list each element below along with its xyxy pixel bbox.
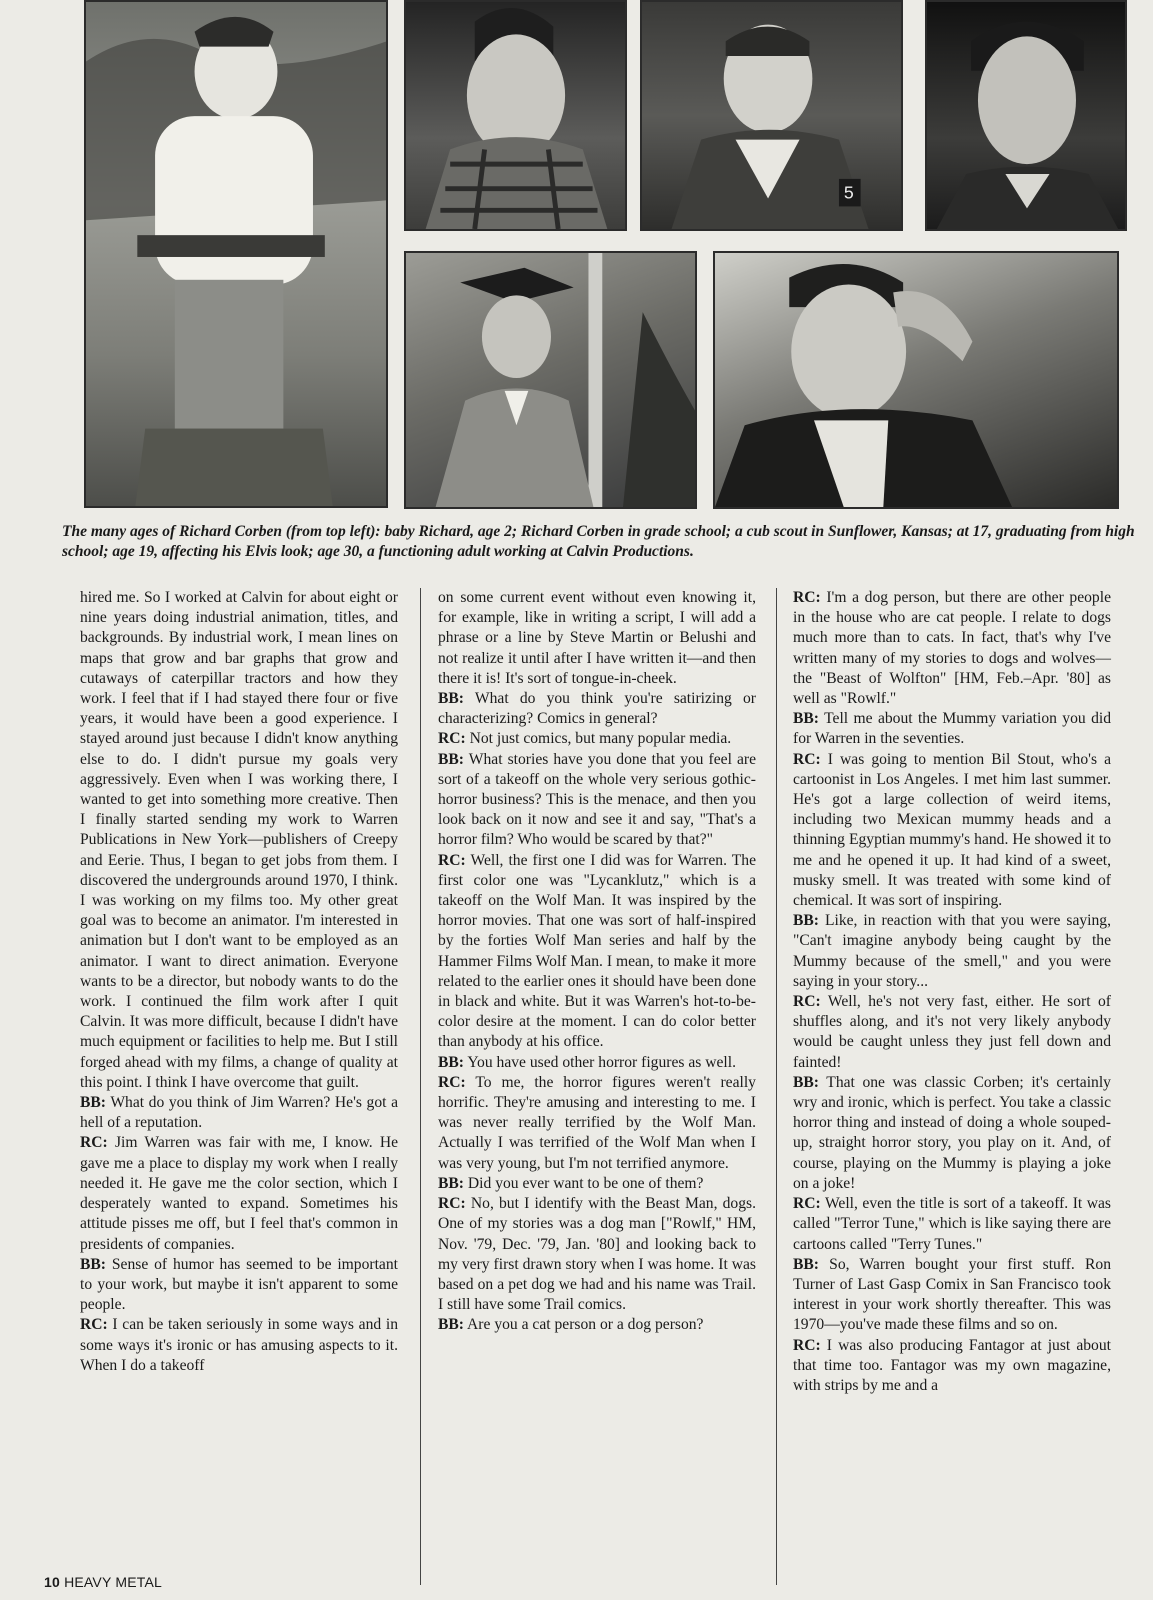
text-column-2 — [438, 588, 756, 1336]
paragraph: RC: I can be taken seriously in some ways and in some ways it's ironic or has amusing aspects to it. When I do a takeoff — [80, 1316, 399, 1374]
paragraph: RC: I was also producing Fantagor at just about that time too. Fantagor was my own magazine, with strips by me and a — [793, 1336, 1111, 1394]
magazine-title: HEAVY METAL — [64, 1574, 162, 1590]
paragraph: BB: What do you think of Jim Warren? He's got a hell of a reputation. — [80, 1094, 398, 1132]
paragraph: BB: Like, in reaction with that you were saying, "Can't imagine anybody being caught by the Mummy because of the smell," and you were saying in your story... — [793, 912, 1112, 990]
photo-caption: The many ages of Richard Corben (from top left): baby Richard, age 2; Richard Corben in grade school; a cub scout in Sunflower, Kansas; at 17, graduating from high school; age 19, affecting his Elvis look; age 30, a functioning adult working at Calvin Productions. — [62, 523, 1135, 560]
paragraph: RC: Well, he's not very fast, either. He sort of shuffles along, and it's not very likely anybody would be caught unless they just fell down and fainted! — [793, 993, 1111, 1071]
paragraph: BB: Did you ever want to be one of them? — [438, 1174, 704, 1192]
photo-cub-scout — [640, 0, 903, 231]
paragraph: hired me. So I worked at Calvin for about eight or nine years doing industrial animation, titles, and backgrounds. By industrial work, I mean lines on maps that grow and bar graphs that grow and cutaways of caterpillar tractors and how they work. I feel that if I had stayed there four or five years, it would have been a good experience. I stayed around just because I didn't know anything else to do. I didn't pursue my goals very aggressively. Even when I was working there, I wanted to get into something more creative. Then I finally started sending my work to Warren Publications in New York—publishers of Creepy and Eerie. Thus, I began to get jobs from them. I discovered the undergrounds around 1970, I think. I was working on my films too. My other great goal was to become an animator. I'm interested in animation but I don't want to be employed as an animator. I want to direct animation. Everyone wants to be a director, but nobody wants to do the work. I continued the film work after I quit Calvin. It was more difficult, because I didn't have much equipment or facilities to help me. But I still forged ahead with my films, a change of quality at this point. I think I have overcome that guilt. — [80, 589, 398, 1091]
paragraph: RC: Well, even the title is sort of a takeoff. It was called "Terror Tune," which is like saying there are cartoons called "Terry Tunes." — [793, 1195, 1111, 1253]
paragraph: RC: Jim Warren was fair with me, I know. He gave me a place to display my work when I really needed it. He gave me the color section, which I desperately wanted to expand. Sometimes his attitude pisses me off, but I feel that's common in presidents of companies. — [80, 1134, 398, 1253]
paragraph: BB: That one was classic Corben; it's certainly wry and ironic, which is perfect. You take a classic horror thing and instead of doing a whole souped-up, straight horror story, you play on it. And, of course, playing on the Mummy is playing a joke on a joke! — [793, 1073, 1111, 1192]
paragraph: RC: Well, the first one I did was for Warren. The first color one was "Lycanklutz," which is a takeoff on the Wolf Man. It was inspired by the horror movies. That one was sort of half-inspired by the forties Wolf Man series and half by the Hammer Films Wolf Man. I mean, to make it more related to the earlier ones it should have been done in black and white. But it was Warren's hot-to-be-color desire at the moment. I can do color better than anybody at his office. — [438, 851, 756, 1051]
paragraph: RC: To me, the horror figures weren't really horrific. They're amusing and interesting to me. I was never really terrified by the Wolf Man. Actually I was terrified of the Wolf Man when I was very young, but I'm not terrified anymore. — [438, 1073, 756, 1172]
photo-age-17 — [925, 0, 1127, 231]
paragraph: BB: What do you think you're satirizing or characterizing? Comics in general? — [438, 690, 757, 728]
paragraph: BB: Are you a cat person or a dog person? — [438, 1316, 704, 1334]
column-divider — [776, 588, 777, 1585]
paragraph: RC: I was going to mention Bil Stout, who's a cartoonist in Los Angeles. I met him last summer. He's got a large collection of weird items, including two Mexican mummy heads and a thinning Egyptian mummy's hand. He showed it to me and he opened it up. It had kind of a sweet, musky smell. It was treated with some kind of chemical. It was sort of inspiring. — [793, 750, 1111, 910]
photo-graduation — [404, 251, 697, 509]
paragraph: BB: So, Warren bought your first stuff. Ron Turner of Last Gasp Comix in San Francisco took interest in your work shortly thereafter. This was 1970—you've made these films and so on. — [793, 1255, 1111, 1334]
photo-baby-richard — [84, 0, 388, 508]
uniform-number: 5 — [843, 182, 854, 203]
paragraph: on some current event without even knowing it, for example, like in writing a script, I will add a phrase or a line by Steve Martin or Belushi and not realize it until after I have written it—and then there it is! It's sort of tongue-in-cheek. — [438, 589, 756, 687]
page-folio — [44, 1574, 162, 1590]
paragraph: RC: I'm a dog person, but there are other people in the house who are cat people. I relate to dogs much more than to cats. In fact, that's why I've written many of my stories to dogs and wolves—the "Beast of Wolfton" [HM, Feb.–Apr. '80] as well as "Rowlf." — [793, 589, 1111, 708]
page-number: 10 — [44, 1574, 60, 1590]
paragraph: RC: Not just comics, but many popular media. — [438, 730, 732, 748]
text-column-1 — [80, 588, 398, 1376]
paragraph: RC: No, but I identify with the Beast Man, dogs. One of my stories was a dog man ["Rowlf," HM, Nov. '79, Dec. '79, Jan. '80] and looking back to my very first drawn story when I was home. It was based on a pet dog we had and his name was Trail. I still have some Trail comics. — [438, 1195, 756, 1314]
text-column-3 — [793, 588, 1111, 1396]
photo-age-30 — [713, 251, 1119, 509]
paragraph: BB: What stories have you done that you feel are sort of a takeoff on the whole very serious gothic-horror business? This is the menace, and then you look back on it now and see it and say, "That's a horror film? Who would be scared by that?" — [438, 750, 756, 849]
column-divider — [420, 588, 421, 1585]
paragraph: BB: Sense of humor has seemed to be important to your work, but maybe it isn't apparent to some people. — [80, 1255, 398, 1314]
paragraph: BB: Tell me about the Mummy variation you did for Warren in the seventies. — [793, 710, 1112, 748]
photo-grade-school — [404, 0, 627, 231]
paragraph: BB: You have used other horror figures as well. — [438, 1053, 736, 1071]
